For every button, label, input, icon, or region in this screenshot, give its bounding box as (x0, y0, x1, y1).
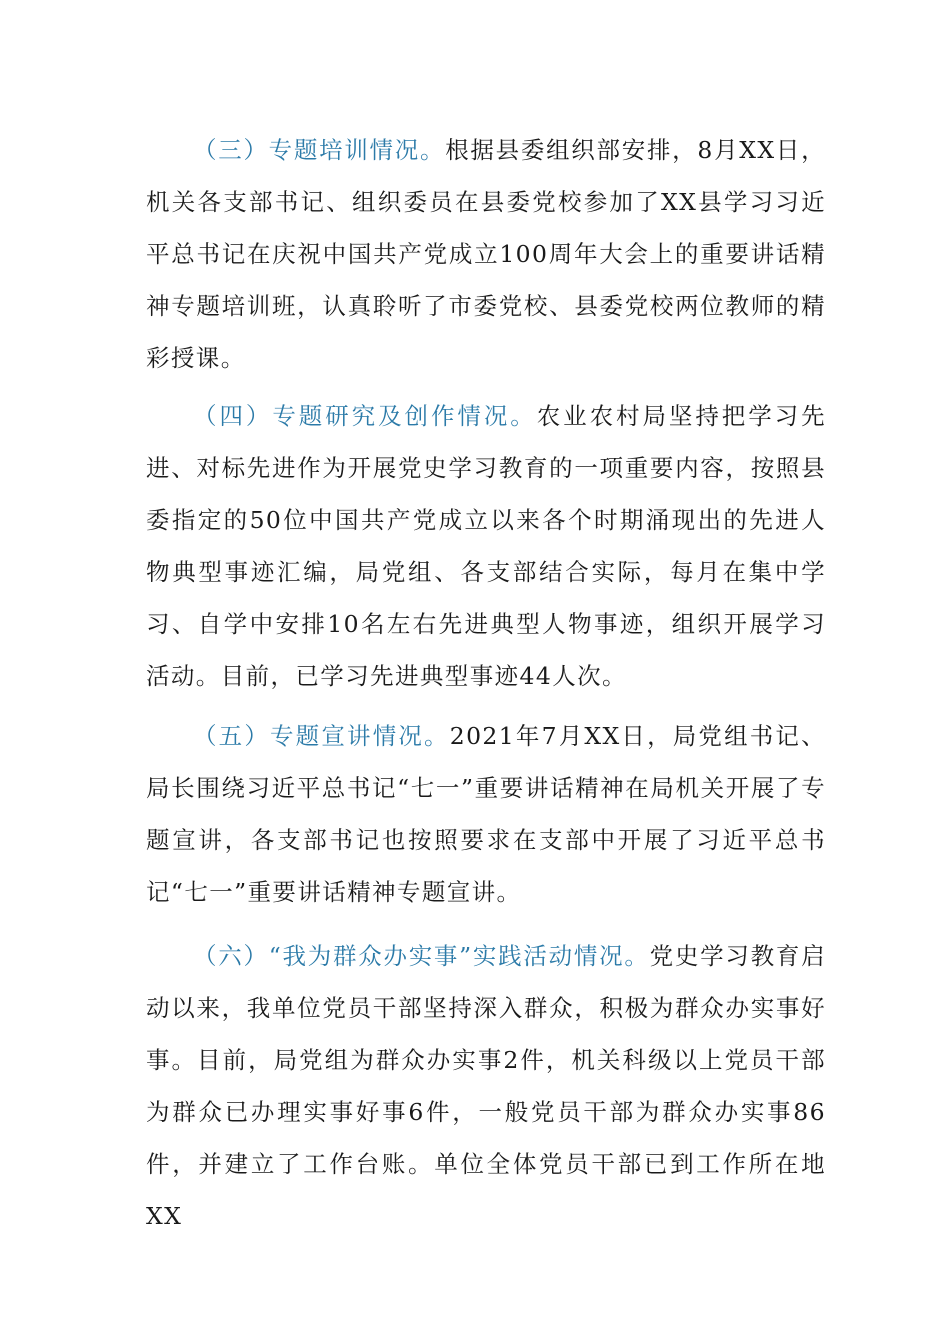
paragraph-training (146, 124, 826, 384)
paragraph-research (146, 390, 826, 702)
paragraph-practice (146, 930, 826, 1242)
section-heading-research: （四）专题研究及创作情况。 (193, 402, 537, 430)
section-heading-training: （三）专题培训情况。 (193, 136, 446, 164)
section-heading-lecture: （五）专题宣讲情况。 (193, 722, 450, 750)
paragraph-lecture (146, 710, 826, 918)
paragraph-body-training: 根据县委组织部安排，8月XX日，机关各支部书记、组织委员在县委党校参加了XX县学习习近平总书记在庆祝中国共产党成立100周年大会上的重要讲话精神专题培训班，认真聆听了市委党校、县委党校两位教师的精彩授课。 (146, 136, 826, 372)
paragraph-body-research: 农业农村局坚持把学习先进、对标先进作为开展党史学习教育的一项重要内容，按照县委指定的50位中国共产党成立以来各个时期涌现出的先进人物典型事迹汇编，局党组、各支部结合实际，每月在集中学习、自学中安排10名左右先进典型人物事迹，组织开展学习活动。目前，已学习先进典型事迹44人次。 (146, 402, 826, 690)
section-heading-practice: （六）“我为群众办实事”实践活动情况。 (193, 942, 650, 970)
paragraph-body-practice: 党史学习教育启动以来，我单位党员干部坚持深入群众，积极为群众办实事好事。目前，局党组为群众办实事2件，机关科级以上党员干部为群众已办理实事好事6件，一般党员干部为群众办实事86件，并建立了工作台账。单位全体党员干部已到工作所在地XX (146, 942, 826, 1230)
paragraph-body-lecture: 2021年7月XX日，局党组书记、局长围绕习近平总书记“七一”重要讲话精神在局机关开展了专题宣讲，各支部书记也按照要求在支部中开展了习近平总书记“七一”重要讲话精神专题宣讲。 (146, 722, 826, 906)
